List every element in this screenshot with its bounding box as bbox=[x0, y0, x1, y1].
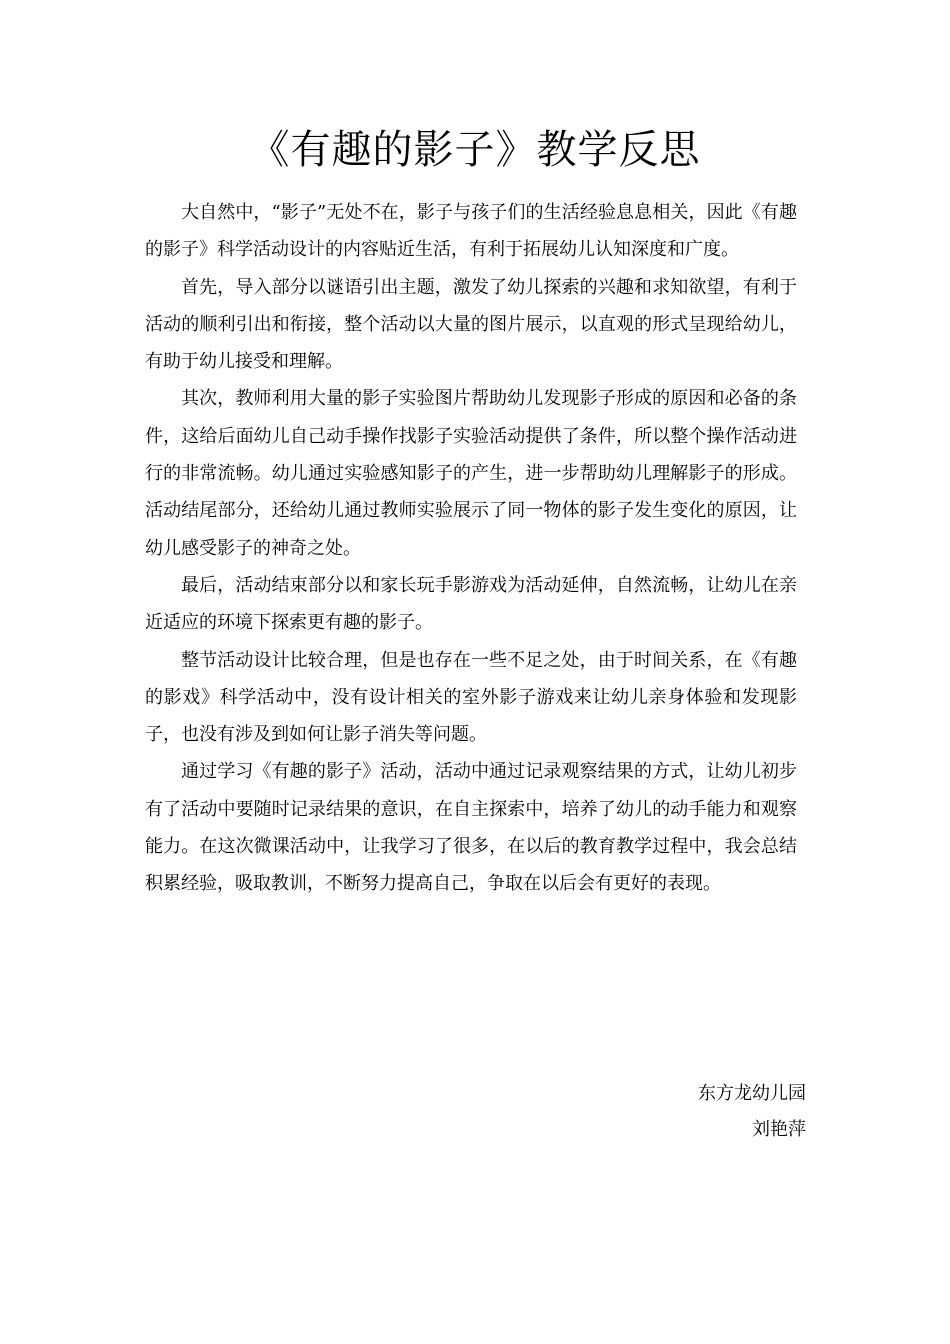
paragraph-first: 首先，导入部分以谜语引出主题，激发了幼儿探索的兴趣和求知欲望，有利于活动的顺利引出和衔接，整个活动以大量的图片展示，以直观的形式呈现给幼儿，有助于幼儿接受和理解。 bbox=[145, 276, 797, 373]
document-title: 《有趣的影子》教学反思 bbox=[249, 127, 701, 173]
paragraph-conclusion: 通过学习《有趣的影子》活动，活动中通过记录观察结果的方式，让幼儿初步有了活动中要随时记录结果的意识，在自主探索中，培养了幼儿的动手能力和观察能力。在这次微课活动中，让我学习了很多，在以后的教育教学过程中，我会总结积累经验，吸取教训，不断努力提高自己，争取在以后会有更好的表现。 bbox=[145, 761, 797, 895]
paragraph-shortcomings: 整节活动设计比较合理，但是也存在一些不足之处，由于时间关系，在《有趣的影戏》科学活动中，没有设计相关的室外影子游戏来让幼儿亲身体验和发现影子，也没有涉及到如何让影子消失等问题。 bbox=[145, 649, 797, 746]
paragraph-intro: 大自然中，“影子”无处不在，影子与孩子们的生活经验息息相关，因此《有趣的影子》科学活动设计的内容贴近生活，有利于拓展幼儿认知深度和广度。 bbox=[145, 202, 797, 261]
signature-author: 刘艳萍 bbox=[752, 1119, 806, 1140]
signature-organization: 东方龙幼儿园 bbox=[698, 1083, 806, 1104]
paragraph-last: 最后，活动结束部分以和家长玩手影游戏为活动延伸，自然流畅，让幼儿在亲近适应的环境下探索更有趣的影子。 bbox=[145, 574, 797, 634]
signature-block bbox=[698, 1076, 806, 1148]
document-body bbox=[145, 194, 797, 903]
paragraph-second: 其次，教师利用大量的影子实验图片帮助幼儿发现影子形成的原因和必备的条件，这给后面幼儿自己动手操作找影子实验活动提供了条件，所以整个操作活动进行的非常流畅。幼儿通过实验感知影子的产生，进一步帮助幼儿理解影子的形成。活动结尾部分，还给幼儿通过教师实验展示了同一物体的影子发生变化的原因，让幼儿感受影子的神奇之处。 bbox=[145, 388, 797, 559]
